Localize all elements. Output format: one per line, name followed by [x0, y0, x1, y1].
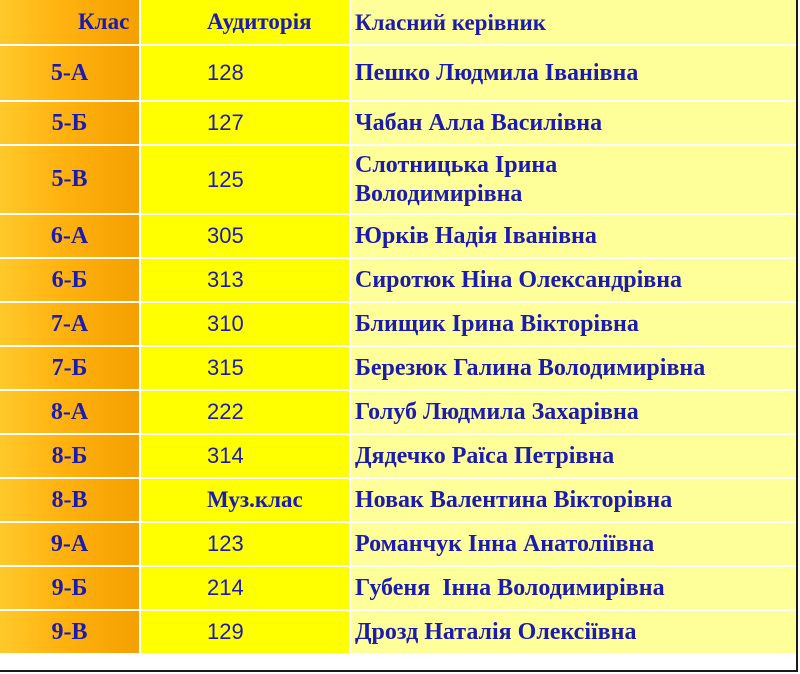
cell-room: Муз.клас — [140, 478, 350, 522]
header-room: Аудиторія — [140, 0, 350, 45]
cell-room: 222 — [140, 390, 350, 434]
cell-class: 6-А — [0, 214, 140, 258]
cell-room: 123 — [140, 522, 350, 566]
cell-class: 8-А — [0, 390, 140, 434]
cell-teacher: Дрозд Наталія Олексіївна — [350, 610, 796, 654]
cell-room: 128 — [140, 45, 350, 101]
table-row — [0, 346, 796, 390]
cell-room: 315 — [140, 346, 350, 390]
cell-class: 7-Б — [0, 346, 140, 390]
cell-class: 8-В — [0, 478, 140, 522]
table-row — [0, 214, 796, 258]
cell-room: 310 — [140, 302, 350, 346]
cell-class: 6-Б — [0, 258, 140, 302]
cell-room: 127 — [140, 101, 350, 145]
cell-room: 125 — [140, 145, 350, 214]
cell-class: 9-А — [0, 522, 140, 566]
cell-teacher: Дядечко Раїса Петрівна — [350, 434, 796, 478]
cell-class: 9-В — [0, 610, 140, 654]
table-row — [0, 610, 796, 654]
table-row — [0, 434, 796, 478]
cell-room: 129 — [140, 610, 350, 654]
cell-teacher: Губеня Інна Володимирівна — [350, 566, 796, 610]
cell-class: 5-Б — [0, 101, 140, 145]
cell-room: 314 — [140, 434, 350, 478]
table-row — [0, 478, 796, 522]
header-class: Клас — [0, 0, 140, 45]
cell-class: 5-В — [0, 145, 140, 214]
table-row — [0, 390, 796, 434]
cell-class: 5-А — [0, 45, 140, 101]
table-row — [0, 258, 796, 302]
table-row — [0, 302, 796, 346]
table-row — [0, 566, 796, 610]
cell-teacher: Слотницька Ірина Володимирівна — [350, 145, 796, 214]
cell-teacher: Романчук Інна Анатоліївна — [350, 522, 796, 566]
cell-room: 214 — [140, 566, 350, 610]
cell-room: 305 — [140, 214, 350, 258]
table-row — [0, 45, 796, 101]
cell-class: 7-А — [0, 302, 140, 346]
cell-teacher: Чабан Алла Василівна — [350, 101, 796, 145]
cell-class: 9-Б — [0, 566, 140, 610]
cell-teacher: Сиротюк Ніна Олександрівна — [350, 258, 796, 302]
cell-class: 8-Б — [0, 434, 140, 478]
cell-teacher: Новак Валентина Вікторівна — [350, 478, 796, 522]
cell-teacher: Березюк Галина Володимирівна — [350, 346, 796, 390]
cell-teacher: Блищик Ірина Вікторівна — [350, 302, 796, 346]
cell-room: 313 — [140, 258, 350, 302]
cell-teacher: Юрків Надія Іванівна — [350, 214, 796, 258]
table-row — [0, 101, 796, 145]
header-teacher: Класний керівник — [350, 0, 796, 45]
cell-teacher: Голуб Людмила Захарівна — [350, 390, 796, 434]
table-row — [0, 522, 796, 566]
table-row — [0, 145, 796, 214]
table-header-row — [0, 0, 796, 45]
cell-teacher: Пешко Людмила Іванівна — [350, 45, 796, 101]
